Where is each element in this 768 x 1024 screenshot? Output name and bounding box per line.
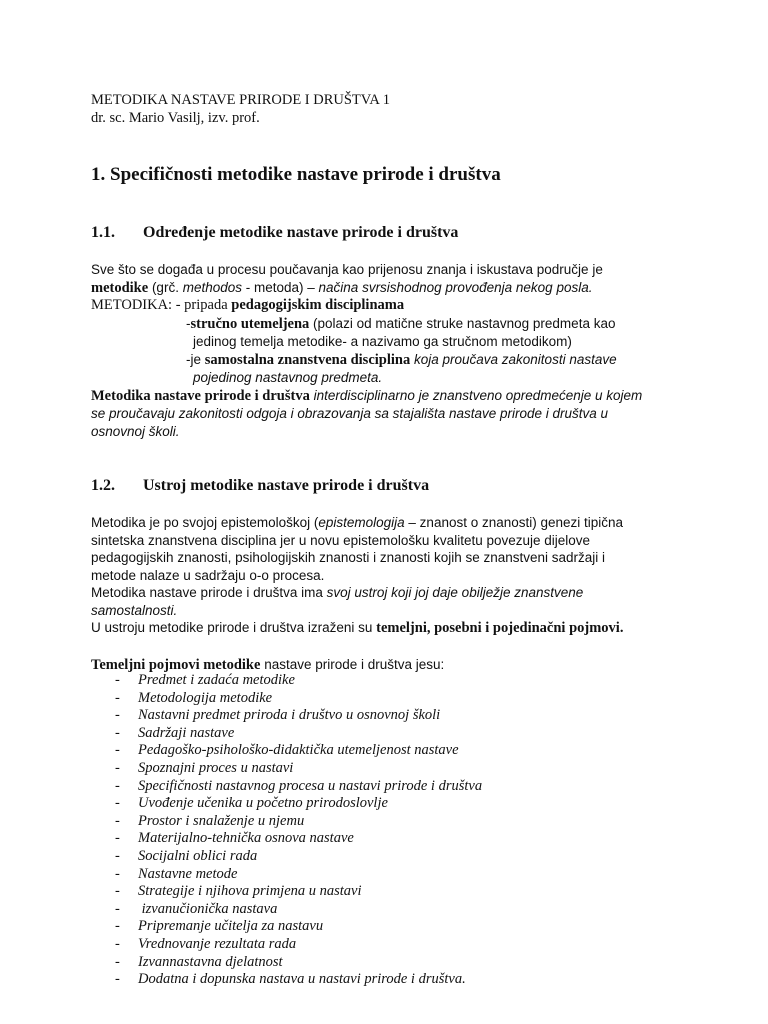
section-1-1-body: [91, 261, 691, 440]
list-bullet-dash: -: [115, 777, 120, 794]
list-item: [91, 742, 691, 760]
list-item-text: Pedagoško-psihološko-didaktička utemeljenost nastave: [138, 742, 459, 759]
document-header: [91, 91, 390, 127]
paragraph-line: [91, 602, 691, 620]
list-item: [91, 936, 691, 954]
list-item-text: Dodatna i dopunska nastava u nastavi prirode i društva.: [138, 971, 466, 988]
text-span: (grč.: [148, 279, 183, 295]
list-item: [91, 954, 691, 972]
italic-text: samostalnosti.: [91, 602, 178, 618]
italic-text: svoj ustroj koji joj daje obilježje znanstvene: [326, 585, 584, 600]
list-bullet-dash: -: [115, 759, 120, 776]
bold-term: stručno utemeljena: [190, 315, 310, 332]
list-bullet-dash: -: [115, 883, 120, 900]
list-item-text: Strategije i njihova primjena u nastavi: [138, 883, 362, 900]
paragraph-line: [91, 584, 691, 602]
text-span: -je: [186, 351, 205, 367]
author-line: dr. sc. Mario Vasilj, izv. prof.: [91, 110, 260, 126]
italic-term: methodos: [182, 279, 242, 295]
text-span: Metodika nastave prirode i društva ima: [91, 585, 327, 600]
text-span: (polazi od matične struke nastavnog predmeta kao: [309, 315, 616, 331]
italic-text: koja proučava zakonitosti nastave: [410, 351, 617, 367]
section-title: Određenje metodike nastave prirode i društva: [143, 224, 459, 241]
list-bullet-dash: -: [115, 865, 120, 882]
list-bullet-dash: -: [115, 689, 120, 706]
italic-term: epistemologija: [318, 515, 405, 530]
definition-line: [91, 351, 691, 370]
list-bullet-dash: -: [115, 812, 120, 829]
list-bullet-dash: -: [115, 971, 120, 988]
text-span: U ustroju metodike prirode i društva izraženi su: [91, 620, 377, 635]
list-item: [91, 848, 691, 866]
list-item-text: Socijalni oblici rada: [138, 847, 258, 864]
section-heading-1-2: [91, 477, 429, 495]
definition-line: [91, 297, 691, 315]
definition-line: [91, 369, 691, 387]
text-span: Metodika je po svojoj epistemološkoj (: [91, 515, 319, 530]
definition-line: [91, 423, 691, 441]
definition-line: [91, 405, 691, 423]
list-item: [91, 672, 691, 690]
italic-text: se proučavaju zakonitosti odgoja i obrazovanja sa stajališta nastave prirode i društva u: [91, 406, 609, 421]
list-item: [91, 918, 691, 936]
bold-term: Temeljni pojmovi metodike: [91, 656, 261, 673]
paragraph-line: pedagogijskih znanosti, psihologijskih znanosti i znanosti kojih se znanstveni sadržaji i: [91, 550, 606, 565]
list-bullet-dash: -: [115, 935, 120, 952]
list-bullet-dash: -: [115, 847, 120, 864]
list-item: [91, 883, 691, 901]
paragraph-line: sintetska znanstvena disciplina jer u novu epistemološku kvalitetu povezuje dijelove: [91, 532, 591, 548]
list-bullet-dash: -: [115, 953, 120, 970]
list-bullet-dash: -: [115, 672, 120, 688]
italic-definition: načina svrsishodnog provođenja nekog posla.: [318, 279, 593, 295]
list-item: [91, 690, 691, 708]
text-span: - metoda) –: [242, 279, 319, 295]
italic-text: pojedinog nastavnog predmeta.: [193, 370, 383, 385]
bold-term: samostalna znanstvena disciplina: [204, 351, 411, 368]
paragraph-line: [91, 619, 691, 638]
list-bullet-dash: -: [115, 707, 120, 724]
definition-line: [91, 315, 691, 334]
paragraph-line: Sve što se događa u procesu poučavanja kao prijenosu znanja i iskustava područje je: [91, 262, 603, 277]
bold-term: pedagogijskim disciplinama: [231, 297, 405, 313]
definition-line: [91, 387, 691, 406]
bold-term: temeljni, posebni i pojedinačni pojmovi.: [376, 620, 624, 636]
list-item-text: Uvođenje učenika u početno prirodoslovlje: [138, 795, 388, 812]
course-title: METODIKA NASTAVE PRIRODE I DRUŠTVA 1: [91, 92, 390, 108]
section-number: 1.1.: [91, 224, 115, 241]
list-item: [91, 778, 691, 796]
definition-line: jedinog temelja metodike- a nazivamo ga stručnom metodikom): [193, 334, 572, 349]
list-item-text: Materijalno-tehnička osnova nastave: [138, 830, 354, 847]
list-item: [91, 830, 691, 848]
fundamental-concepts-list: [91, 672, 691, 989]
list-item-text: Pripremanje učitelja za nastavu: [138, 918, 324, 935]
blank-line: [91, 638, 691, 656]
list-bullet-dash: -: [115, 830, 120, 847]
list-bullet-dash: -: [115, 795, 120, 812]
list-item: [91, 901, 691, 919]
section-heading-1-1: [91, 224, 458, 242]
list-item-text: Spoznajni proces u nastavi: [138, 759, 294, 776]
list-item-text: Izvannastavna djelatnost: [138, 953, 283, 970]
list-item-text: izvanučionička nastava: [138, 900, 278, 917]
list-item-text: Nastavne metode: [138, 865, 238, 882]
text-span: – znanost o znanosti) genezi tipična: [404, 515, 624, 530]
document-page: [91, 0, 691, 1024]
list-item: [91, 725, 691, 743]
text-span: -: [186, 315, 191, 331]
list-item-text: Specifičnosti nastavnog procesa u nastavi prirode i društva: [138, 777, 483, 794]
list-item-text: Sadržaji nastave: [138, 724, 235, 741]
bold-term: Metodika nastave prirode i društva: [91, 387, 310, 404]
list-item: [91, 813, 691, 831]
list-item-text: Prostor i snalaženje u njemu: [138, 812, 305, 829]
paragraph-line: [91, 279, 691, 298]
list-item-text: Vrednovanje rezultata rada: [138, 935, 297, 952]
list-item-text: Metodologija metodike: [138, 689, 273, 706]
list-item: [91, 866, 691, 884]
list-bullet-dash: -: [115, 724, 120, 741]
list-bullet-dash: -: [115, 918, 120, 935]
paragraph-line: metode nalaze u sadržaju o-o procesa.: [91, 567, 325, 583]
definition-label: METODIKA: - pripada: [91, 297, 232, 313]
list-item: [91, 707, 691, 725]
list-item: [91, 795, 691, 813]
section-number: 1.2.: [91, 477, 115, 494]
list-item-text: Nastavni predmet priroda i društvo u osnovnoj školi: [138, 707, 441, 724]
text-span: nastave prirode i društva jesu:: [260, 656, 445, 672]
list-bullet-dash: -: [115, 900, 120, 917]
bold-term: metodike: [91, 279, 149, 296]
list-bullet-dash: -: [115, 742, 120, 759]
italic-text: osnovnoj školi.: [91, 423, 180, 439]
chapter-heading: 1. Specifičnosti metodike nastave prirode i društva: [91, 164, 501, 185]
paragraph-line: [91, 514, 691, 532]
list-item: [91, 971, 691, 989]
section-1-2-body: [91, 514, 691, 674]
list-item-text: Predmet i zadaća metodike: [138, 672, 295, 688]
italic-text: interdisciplinarno je znanstveno opredmećenje u kojem: [309, 387, 643, 403]
section-title: Ustroj metodike nastave prirode i društva: [143, 477, 430, 494]
list-item: [91, 760, 691, 778]
